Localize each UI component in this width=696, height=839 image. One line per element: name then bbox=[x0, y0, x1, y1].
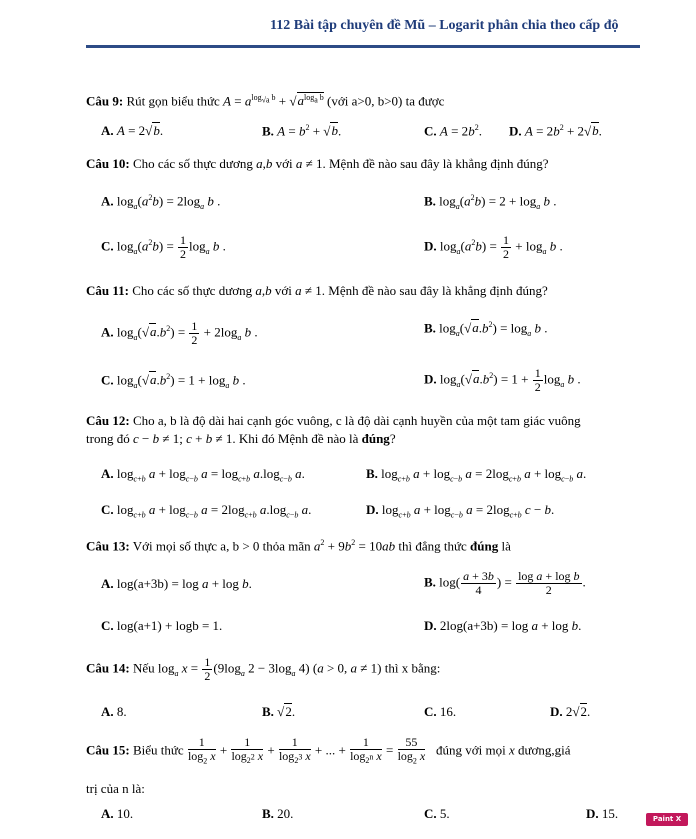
q10-option-a[interactable]: A. $\log_a(a^2b) = 2\log_a$ b . bbox=[101, 193, 221, 211]
q15-option-d[interactable]: D. 15. bbox=[586, 806, 619, 821]
q15-option-a[interactable]: A. 10. bbox=[101, 806, 134, 821]
q9-option-b[interactable]: B. $A = b^2 + √b$. bbox=[262, 123, 342, 139]
q13-option-c[interactable]: C. log(a+1) + logb = 1. bbox=[101, 618, 223, 633]
q11-option-d[interactable]: D. $\log_a(√a.b^2) = 1$ + $\frac{1}{2}$ $\log_a b$ . bbox=[424, 366, 581, 394]
question-9: Câu 9: Rút gọn biểu thức $A = a^{log_{√a} b} + √a^{log_a b}$ (với a>0, b>0) ta được bbox=[86, 93, 445, 109]
q13-option-b[interactable]: B. log( $\frac{a + 3b}{4}$ ) = $\frac{\text{log a + log b}}{2}$ . bbox=[424, 569, 586, 597]
q14-option-d[interactable]: D. 2√2. bbox=[550, 704, 591, 719]
question-15: Câu 15: Biểu thức $\frac{1}{\log_2 x}$ + $\frac{1}{\log_{2^2} x}$ + $\frac{1}{\log_{2^3} x}$ + ... + $\frac{1}{\log_{2^n} x}$ = $\frac{55}{\log_2 x}$ đúng với mọi x dương,giá bbox=[86, 735, 571, 766]
q11-option-b[interactable]: B. $\log_a(√a.b^2) = \log_a b$ . bbox=[424, 320, 548, 338]
q13-option-a[interactable]: A. log(a+3b) = log a + log b. bbox=[101, 576, 252, 591]
question-12: Câu 12: Cho a, b là độ dài hai cạnh góc vuông, c là độ dài cạnh huyền của một tam giác vuông bbox=[86, 413, 581, 428]
question-14: Câu 14: Nếu $\log_a x$ = $\frac{1}{2}$ ($9\log_a$ $2 - 3\log_a$ 4) (a > 0, a ≠ 1) thì x bằng: bbox=[86, 655, 441, 683]
question-11: Câu 11: Cho các số thực dương a,b với a ≠ 1. Mệnh đề nào sau đây là khẳng định đúng? bbox=[86, 283, 548, 298]
q14-option-a[interactable]: A. 8. bbox=[101, 704, 127, 719]
q10-option-d[interactable]: D. $\log_a(a^2b)$ = $\frac{1}{2}$ + $\log_a b$ . bbox=[424, 233, 563, 261]
q14-option-b[interactable]: B. √2. bbox=[262, 704, 296, 719]
q12-option-c[interactable]: C. $\log_{c+b} a + \log_{c-b} a = 2\log_{c+b}$ $a.\log_{c-b}$ a. bbox=[101, 502, 312, 520]
question-15-line2: trị của n là: bbox=[86, 781, 145, 796]
question-13: Câu 13: Với mọi số thực a, b > 0 thỏa mãn $a^2 + 9b^2 = 10ab$ thì đẳng thức đúng là bbox=[86, 538, 511, 554]
q9-option-a[interactable]: A. A = 2√b. bbox=[101, 123, 164, 138]
q13-option-d[interactable]: D. 2log(a+3b) = log a + log b. bbox=[424, 618, 582, 633]
q10-option-b[interactable]: B. $\log_a(a^2b) = 2 + \log_a b$ . bbox=[424, 193, 557, 211]
question-10: Câu 10: Cho các số thực dương a,b với a ≠ 1. Mệnh đề nào sau đây là khẳng định đúng? bbox=[86, 156, 549, 171]
header-divider bbox=[86, 45, 640, 48]
q10-option-c[interactable]: C. $\log_a(a^2b)$ = $\frac{1}{2}$ $\log_a b$ . bbox=[101, 233, 226, 261]
q15-option-b[interactable]: B. 20. bbox=[262, 806, 294, 821]
q9-option-d[interactable]: D. $A = 2b^2 + 2√b$. bbox=[509, 123, 602, 139]
paint-x-lite-badge: Paint X lite bbox=[646, 813, 688, 826]
q15-option-c[interactable]: C. 5. bbox=[424, 806, 450, 821]
page-header-title: 112 Bài tập chuyên đề Mũ – Logarit phân chia theo cấp độ bbox=[270, 18, 619, 33]
q9-option-c[interactable]: C. $A = 2b^2$. bbox=[424, 123, 482, 139]
q12-option-d[interactable]: D. $\log_{c+b} a + \log_{c-b} a = 2\log_{c+b}$ c − b. bbox=[366, 502, 555, 520]
question-12-line2: trong đó c − b ≠ 1; c + b ≠ 1. Khi đó Mệnh đề nào là đúng? bbox=[86, 431, 396, 446]
q11-option-a[interactable]: A. $\log_a(√a.b^2)$ = $\frac{1}{2}$ + $2\log_a$ b . bbox=[101, 319, 258, 347]
q12-option-b[interactable]: B. $\log_{c+b} a + \log_{c-b} a = 2\log_{c+b}$ $a + \log_{c-b} a$. bbox=[366, 466, 587, 484]
q12-option-a[interactable]: A. $\log_{c+b} a + \log_{c-b} a = \log_{c+b} a.\log_{c-b}$ a. bbox=[101, 466, 305, 484]
q11-option-c[interactable]: C. $\log_a(√a.b^2) = 1 + \log_a b$ . bbox=[101, 372, 246, 390]
q14-option-c[interactable]: C. 16. bbox=[424, 704, 457, 719]
